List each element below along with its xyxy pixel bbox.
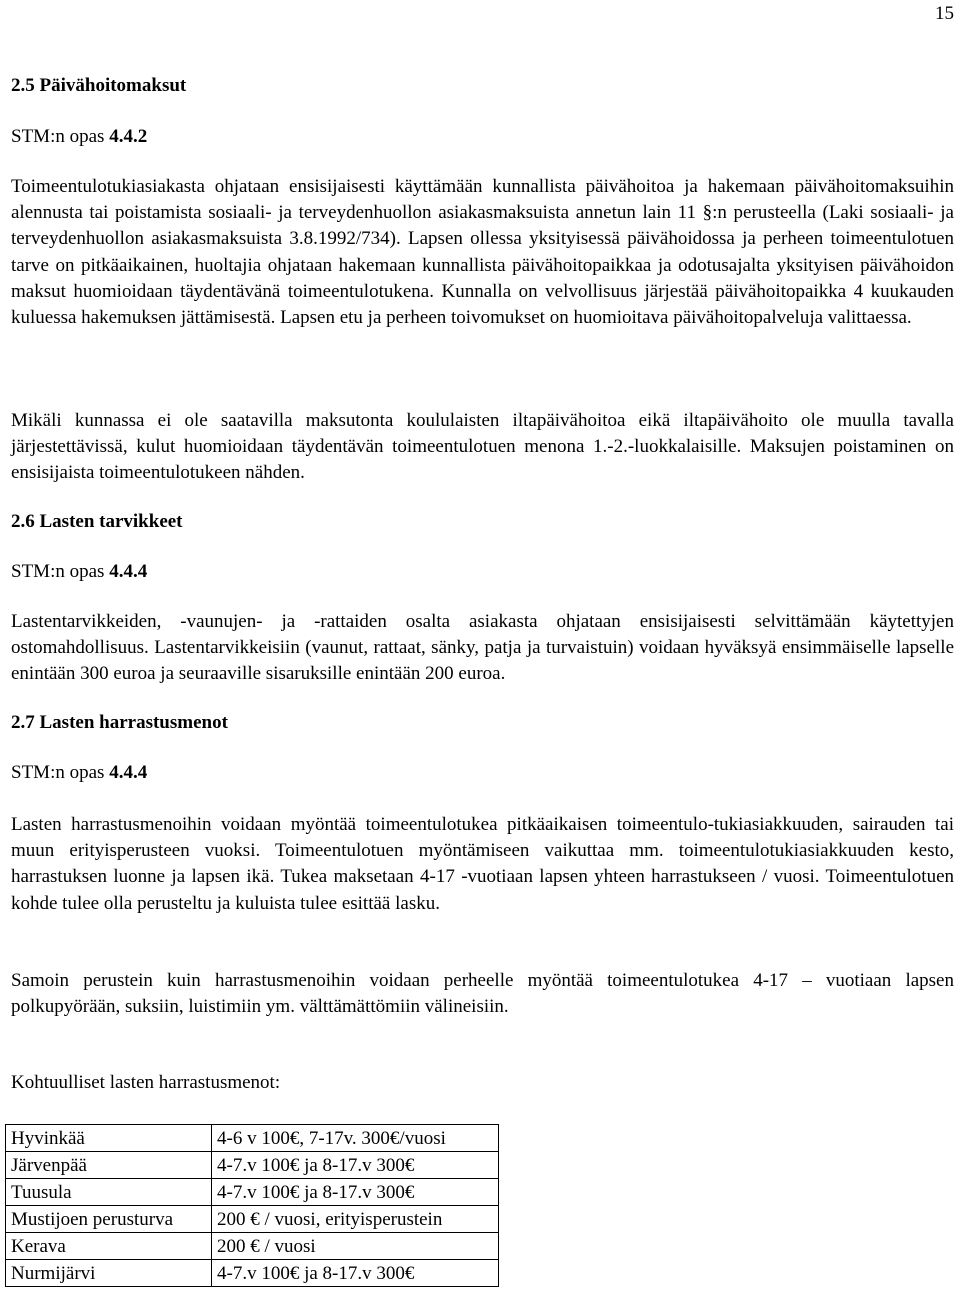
table-row — [6, 1179, 499, 1206]
section-heading-2-7: 2.7 Lasten harrastusmenot — [11, 712, 228, 733]
page-number: 15 — [935, 3, 954, 24]
municipality-cell: Hyvinkää — [6, 1125, 212, 1152]
table-caption: Kohtuulliset lasten harrastusmenot: — [11, 1072, 281, 1093]
paragraph-child-supplies: Lastentarvikkeiden, -vaunujen- ja -rattaiden osalta asiakasta ohjataan ensisijaisesti selvittämään käytettyjen ostomahdollisuus. Lastentarvikkeisiin (vaunut, rattaat, sänky, patja ja turvaistuin) voidaan hyväksyä ensimmäiselle lapselle enintään 300 euroa ja seuraaville sisaruksille enintään 200 euroa. — [11, 611, 954, 685]
table-row — [6, 1152, 499, 1179]
amount-cell: 4-7.v 100€ ja 8-17.v 300€ — [212, 1260, 499, 1287]
reference-number: 4.4.2 — [109, 126, 148, 147]
table-row — [6, 1206, 499, 1233]
municipality-cell: Kerava — [6, 1233, 212, 1260]
reference-number: 4.4.4 — [109, 561, 148, 582]
reference-prefix: STM:n opas — [11, 126, 110, 147]
paragraph-equipment: Samoin perustein kuin harrastusmenoihin voidaan perheelle myöntää toimeentulotukea 4-17 – vuotiaan lapsen polkupyörään, suksiin, luistimiin ym. välttämättömiin välineisiin. — [11, 970, 954, 1018]
amount-cell: 4-7.v 100€ ja 8-17.v 300€ — [212, 1152, 499, 1179]
paragraph-hobby-expenses: Lasten harrastusmenoihin voidaan myöntää toimeentulotukea pitkäaikaisen toimeentulo-tukiasiakkuuden, sairauden tai muun erityisperusteen vuoksi. Toimeentulotuen myöntämiseen vaikuttaa mm. toimeentulotukiasiakkuuden kesto, harrastuksen luonne ja lapsen ikä. Tukea maksetaan 4-17 -vuotiaan lapsen yhteen harrastukseen / vuosi. Toimeentulotuen kohde tulee olla perusteltu ja kuluista tulee esittää lasku. — [11, 814, 954, 914]
municipality-cell: Nurmijärvi — [6, 1260, 212, 1287]
amount-cell: 4-7.v 100€ ja 8-17.v 300€ — [212, 1179, 499, 1206]
table-row — [6, 1125, 499, 1152]
reference-prefix: STM:n opas — [11, 561, 110, 582]
paragraph-afternoon-care: Mikäli kunnassa ei ole saatavilla maksutonta koululaisten iltapäivähoitoa eikä iltapäivähoito ole muulla tavalla järjestettävissä, kulut huomioidaan täydentävän toimeentulotuen menona 1.-2.-luokkalaisille. Maksujen poistaminen on ensisijaista toimeentulotukeen nähden. — [11, 410, 954, 484]
paragraph-daycare-fees: Toimeentulotukiasiakasta ohjataan ensisijaisesti käyttämään kunnallista päivähoitoa ja hakemaan päivähoitomaksuihin alennusta tai poistamista sosiaali- ja terveydenhuollon asiakasmaksuista annetun lain 11 §:n perusteella (Laki sosiaali- ja terveydenhuollon asiakasmaksuista 3.8.1992/734). Lapsen ollessa yksityisessä päivähoidossa ja perheen toimeentulotuen tarve on pitkäaikainen, huoltajia ohjataan hakemaan kunnallista päivähoitopaikkaa ja odotusajalta yksityisen päivähoidon maksut huomioidaan täydentävänä toimeentulotukena. Kunnalla on velvollisuus järjestää päivähoitopaikka 4 kuukauden kuluessa hakemuksen jättämisestä. Lapsen etu ja perheen toivomukset on huomioitava päivähoitopalveluja valittaessa. — [11, 176, 954, 329]
municipality-cell: Mustijoen perusturva — [6, 1206, 212, 1233]
section-heading-2-5: 2.5 Päivähoitomaksut — [11, 75, 187, 96]
hobby-cost-table — [5, 1124, 499, 1287]
table-row — [6, 1233, 499, 1260]
section-reference-2-6 — [11, 559, 954, 585]
amount-cell: 4-6 v 100€, 7-17v. 300€/vuosi — [212, 1125, 499, 1152]
section-reference-2-5 — [11, 124, 954, 150]
reference-prefix: STM:n opas — [11, 762, 110, 783]
section-heading-2-6: 2.6 Lasten tarvikkeet — [11, 511, 183, 532]
municipality-cell: Järvenpää — [6, 1152, 212, 1179]
reference-number: 4.4.4 — [109, 762, 148, 783]
municipality-cell: Tuusula — [6, 1179, 212, 1206]
table-row — [6, 1260, 499, 1287]
amount-cell: 200 € / vuosi — [212, 1233, 499, 1260]
section-reference-2-7 — [11, 760, 954, 786]
amount-cell: 200 € / vuosi, erityisperustein — [212, 1206, 499, 1233]
